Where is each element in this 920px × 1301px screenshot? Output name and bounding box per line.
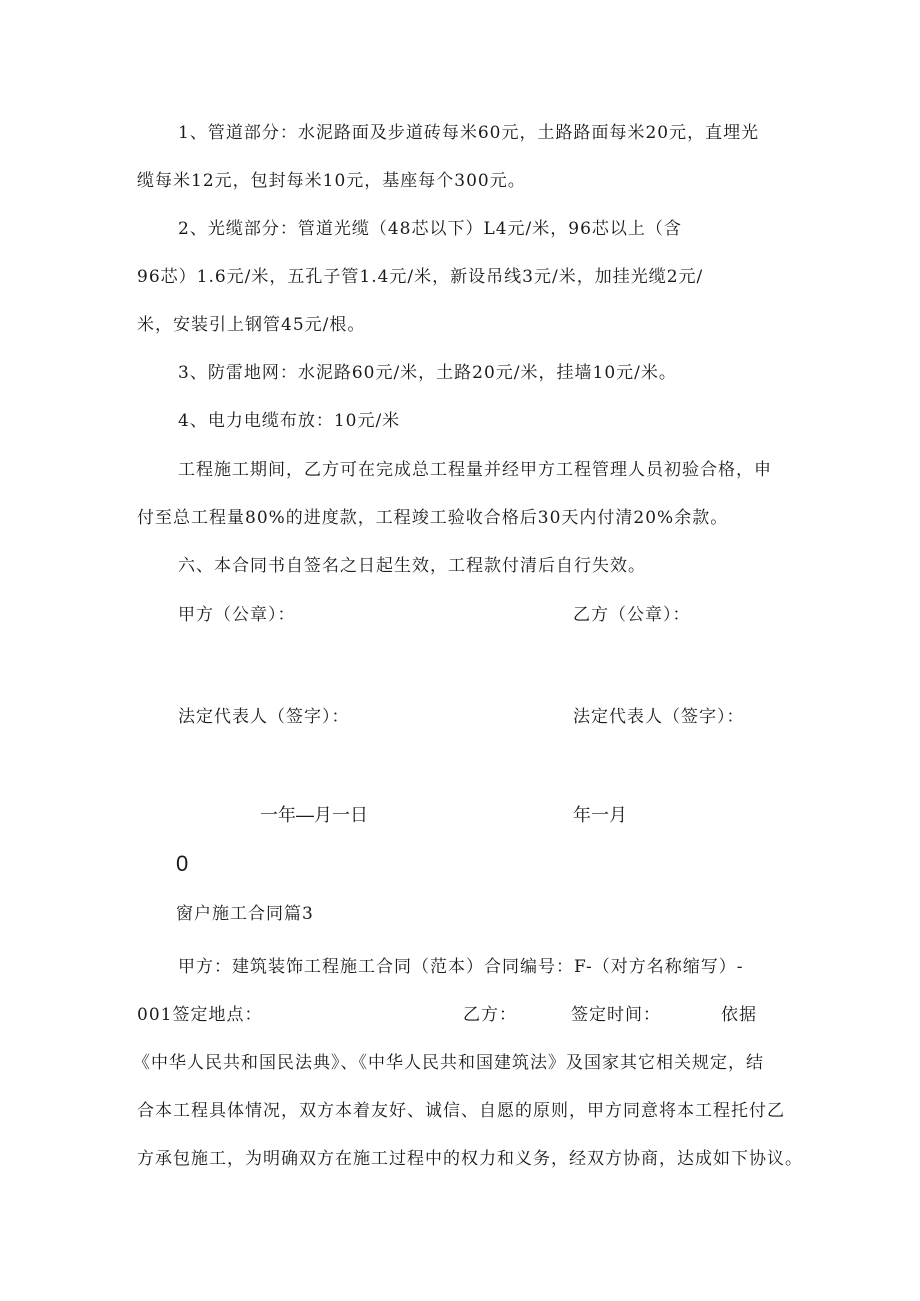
party-b-seal-label: 乙方（公章）： <box>573 605 691 625</box>
payment-line1: 工程施工期间，乙方可在完成总工程量并经甲方工程管理人员初验合格，申 <box>178 460 772 480</box>
section3-line3: 《中华人民共和国民法典》、《中华人民共和国建筑法》及国家其它相关规定，结 <box>133 1053 764 1073</box>
item4-line: 4、电力电缆布放：10元/米 <box>178 411 401 431</box>
date-left: 一年—月一日 <box>260 805 368 825</box>
item2-line1: 2、光缆部分：管道光缆（48芯以下）L4元/米，96芯以上（含 <box>178 219 682 239</box>
section3-sign-place: 001签定地点： <box>137 1005 263 1025</box>
party-a-rep-label: 法定代表人（签字）： <box>178 707 350 727</box>
date-right: 年一月 <box>573 805 627 825</box>
item3-line: 3、防雷地网：水泥路60元/米，土路20元/米，挂墙10元/米。 <box>178 363 677 383</box>
section3-line1: 甲方：建筑装饰工程施工合同（范本）合同编号：F-（对方名称缩写）- <box>178 957 744 977</box>
section3-party-b: 乙方： <box>463 1005 517 1025</box>
clause6-line: 六、本合同书自签名之日起生效，工程款付清后自行失效。 <box>178 556 646 576</box>
party-b-rep-label: 法定代表人（签字）： <box>573 707 745 727</box>
item1-line2: 缆每米12元，包封每米10元，基座每个300元。 <box>137 171 526 191</box>
payment-line2: 付至总工程量80%的进度款，工程竣工验收合格后30天内付清20%余款。 <box>137 508 729 528</box>
section3-title: 窗户施工合同篇3 <box>176 904 314 924</box>
section3-line5: 方承包施工，为明确双方在施工过程中的权力和义务，经双方协商，达成如下协议。 <box>137 1149 803 1169</box>
item1-line1: 1、管道部分：水泥路面及步道砖每米60元，土路路面每米20元，直埋光 <box>178 123 760 143</box>
item2-line2: 96芯）1.6元/米，五孔子管1.4元/米，新设吊线3元/米，加挂光缆2元/ <box>137 267 704 287</box>
section3-sign-time: 签定时间： <box>571 1005 661 1025</box>
section3-line4: 合本工程具体情况，双方本着友好、诚信、自愿的原则，甲方同意将本工程托付乙 <box>137 1101 785 1121</box>
item2-line3: 米，安装引上钢管45元/根。 <box>137 315 366 335</box>
stray-zero: 0 <box>176 851 189 876</box>
party-a-seal-label: 甲方（公章）： <box>178 605 296 625</box>
section3-basis: 依据 <box>721 1005 757 1025</box>
